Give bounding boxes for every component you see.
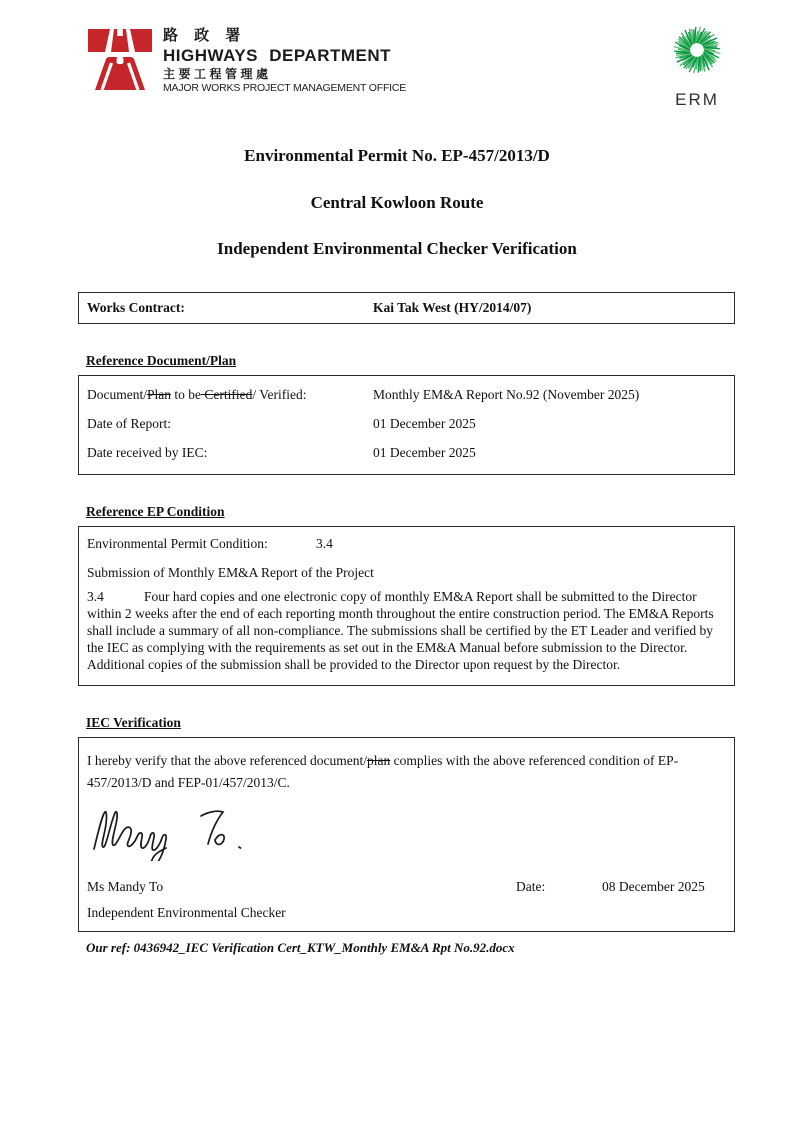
reference-document-heading: Reference Document/Plan	[86, 353, 237, 368]
ep-clause-text: Four hard copies and one electronic copy of monthly EM&A Report shall be submitted to the Director within 2 weeks after the end of each reporting month throughout the entire construction period. The EM&A Reports shall include a summary of all non-compliance. The submissions shall be certified by the ET Leader and verified by the IEC as complying with the requirements as set out in the EM&A Manual before submission to the Director. Additional copies of the submission shall be provided to the Director upon request by the Director.	[87, 589, 714, 672]
hyd-english-title: HIGHWAYS DEPARTMENT	[163, 45, 392, 65]
ep-condition-label: Environmental Permit Condition:	[87, 536, 268, 551]
doc-label-prefix: Document/	[87, 387, 147, 402]
document-to-be-verified-label	[87, 387, 373, 403]
hyd-chinese-title: 路 政 署	[163, 27, 247, 44]
erm-logo-block	[666, 22, 728, 110]
date-received-value: 01 December 2025	[373, 445, 476, 460]
reference-ep-box	[78, 526, 735, 686]
highways-department-block	[88, 26, 406, 95]
iec-verification-heading: IEC Verification	[86, 715, 181, 730]
ep-condition-row	[87, 536, 726, 552]
document-to-be-verified-value: Monthly EM&A Report No.92 (November 2025)	[373, 387, 640, 402]
date-of-report-value: 01 December 2025	[373, 416, 476, 431]
reference-document-box	[78, 375, 735, 475]
iec-statement-prefix: I hereby verify that the above referenced document/	[87, 753, 367, 768]
signatory-name: Ms Mandy To	[87, 879, 164, 895]
ep-clause-paragraph	[87, 588, 726, 673]
doc-label-struck-certified: Certified	[201, 387, 253, 402]
erm-sunburst-icon	[666, 22, 728, 89]
iec-verification-box	[78, 737, 735, 932]
iec-verification-statement	[87, 750, 726, 793]
signatory-title: Independent Environmental Checker	[87, 905, 286, 921]
reference-ep-heading: Reference EP Condition	[86, 504, 225, 519]
hyd-chinese-subtitle: 主要工程管理處	[163, 66, 272, 81]
page-title-permit-no: Environmental Permit No. EP-457/2013/D	[244, 146, 550, 165]
erm-logo-text: ERM	[675, 90, 719, 109]
doc-label-suffix: / Verified:	[252, 387, 307, 402]
date-value: 08 December 2025	[602, 879, 705, 895]
our-ref-line: Our ref: 0436942_IEC Verification Cert_KTW_Monthly EM&A Rpt No.92.docx	[86, 940, 515, 956]
works-contract-box	[78, 292, 735, 324]
hyd-english-subtitle: MAJOR WORKS PROJECT MANAGEMENT OFFICE	[163, 82, 407, 95]
highways-department-logo-icon	[88, 26, 152, 95]
iec-statement-struck-plan: plan	[367, 753, 391, 768]
works-contract-value: Kai Tak West (HY/2014/07)	[373, 300, 532, 315]
signatory-row	[87, 879, 726, 895]
page-header	[88, 26, 736, 110]
works-contract-label: Works Contract:	[87, 300, 185, 315]
document-content	[78, 292, 735, 956]
highways-department-titles	[163, 26, 406, 95]
page-title-verification: Independent Environmental Checker Verification	[217, 239, 577, 258]
page-title-project: Central Kowloon Route	[310, 193, 484, 212]
date-of-report-label: Date of Report:	[87, 416, 171, 431]
date-received-label: Date received by IEC:	[87, 445, 208, 460]
ep-subject-line: Submission of Monthly EM&A Report of the Project	[87, 565, 374, 580]
iec-statement-suffix: complies with the above referenced condition of EP-457/2013/D and FEP-01/457/2013/C.	[87, 753, 679, 790]
doc-label-struck-plan: Plan	[147, 387, 172, 402]
signature-image	[87, 803, 726, 861]
ep-clause-number: 3.4	[87, 589, 104, 604]
ep-condition-value: 3.4	[316, 536, 333, 551]
doc-label-middle: to be	[171, 387, 202, 402]
date-label: Date:	[516, 879, 546, 895]
